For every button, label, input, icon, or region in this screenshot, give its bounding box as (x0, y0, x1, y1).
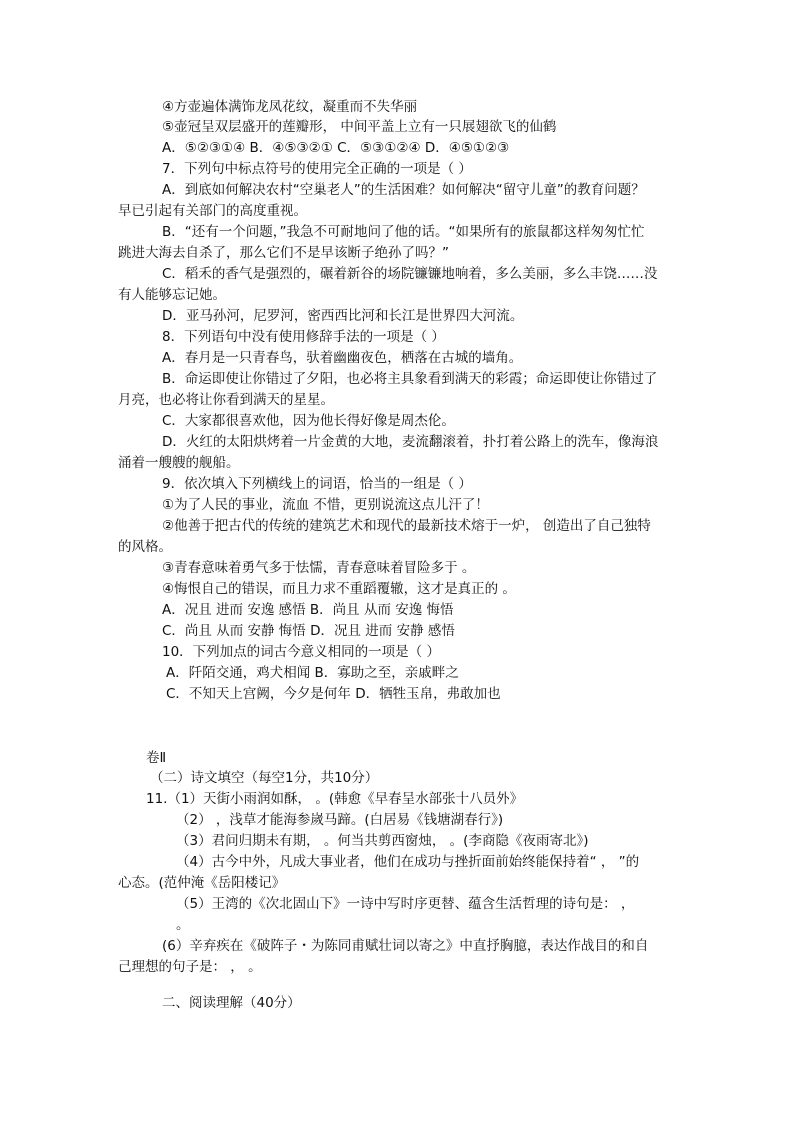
line-q7-b2: 跳进大海去自杀了，那么它们不是早该断子绝孙了吗？” (118, 245, 449, 261)
line-q9-stem: 9．依次填入下列横线上的词语，恰当的一组是（ ） (162, 476, 472, 492)
line-q11-4a: （4）古今中外，凡成大事业者，他们在成功与挫折面前始终能保持着“ ， ”的 (176, 854, 640, 870)
line-q9-ab: A．况且 进而 安逸 感悟 B．尚且 从而 安逸 悔悟 (162, 602, 454, 618)
line-q11-3: （3）君问归期未有期， 。何当共剪西窗烛， 。(李商隐《夜雨寄北》) (176, 833, 589, 849)
line-q8-d2: 涌着一艘艘的舰船。 (118, 455, 240, 471)
line-q9-4: ④悔恨自己的错误，而且力求不重蹈覆辙，这才是真正的 。 (162, 581, 516, 597)
line-item-5: ⑤壶冠呈双层盛开的莲瓣形， 中间平盖上立有一只展翅欲飞的仙鹤 (162, 119, 557, 135)
line-q7-b1: B．“还有一个问题，”我急不可耐地问了他的话。“如果所有的旅鼠都这样匆匆忙忙 (162, 224, 645, 240)
line-item-4: ④方壶遍体满饰龙凤花纹，凝重而不失华丽 (162, 99, 418, 115)
line-q11-5b: 。 (176, 917, 190, 933)
line-q8-d1: D．火红的太阳烘烤着一片金黄的大地，麦流翻滚着，扑打着公路上的洗车，像海浪 (162, 434, 659, 450)
line-q11-5a: （5）王湾的《次北固山下》一诗中写时序更替、蕴含生活哲理的诗句是： ， (176, 896, 635, 912)
line-q7-d: D．亚马孙河，尼罗河，密西西比河和长江是世界四大河流。 (162, 308, 524, 324)
line-q8-stem: 8．下列语句中没有使用修辞手法的一项是（ ） (162, 329, 445, 345)
line-q8-b2: 月亮，也必将让你看到满天的星星。 (118, 392, 334, 408)
line-q7-a2: 早已引起有关部门的高度重视。 (118, 203, 307, 219)
line-q8-c: C．大家都很喜欢他，因为他长得好像是周杰伦。 (162, 413, 455, 429)
line-q11-6a: (6）辛弃疾在《破阵子・为陈同甫赋壮词以寄之》中直抒胸臆，表达作战目的和自 (162, 938, 649, 954)
line-q9-1: ①为了人民的事业，流血 不惜，更别说流这点儿汗了！ (162, 497, 489, 513)
line-q6-options: A．⑤②③①④ B．④⑤③②① C．⑤③①②④ D．④⑤①②③ (162, 140, 510, 156)
line-q11-1: 11.（1）天街小雨润如酥， 。(韩愈《早春呈水部张十八员外》 (146, 791, 524, 807)
section-heading-poetry: （二）诗文填空（每空1分，共10分） (150, 770, 379, 786)
section-title-volume-2: 卷Ⅱ (146, 750, 167, 766)
line-q11-6b: 己理想的句子是： ， 。 (118, 959, 262, 975)
line-q9-2a: ②他善于把古代的传统的建筑艺术和现代的最新技术熔于一炉， 创造出了自己独特 (162, 518, 651, 534)
line-q8-a: A．春月是一只青春鸟，驮着幽幽夜色，栖落在古城的墙角。 (162, 350, 523, 366)
line-q8-b1: B．命运即使让你错过了夕阳，也必将主具象看到满天的彩霞；命运即使让你错过了 (162, 371, 658, 387)
line-q10-cd: C．不知天上宫阙，今夕是何年 D．牺牲玉帛，弗敢加也 (166, 686, 501, 702)
line-q7-c1: C．稻禾的香气是强烈的，碾着新谷的场院镰镰地响着，多么美丽，多么丰饶……没 (162, 266, 658, 282)
line-q9-cd: C．尚且 从而 安静 悔悟 D．况且 进而 安静 感悟 (162, 623, 455, 639)
line-q11-2: （2） ，浅草才能海参嵗马蹄。(白居易《钱塘湖春行》) (176, 812, 504, 828)
section-heading-reading: 二、阅读理解（40分） (162, 995, 301, 1011)
line-q10-ab: A．阡陌交通，鸡犬相闻 B．寡助之至，亲戚畔之 (166, 665, 459, 681)
line-q9-2b: 的风格。 (118, 539, 172, 555)
line-q11-4b: 心态。(范仲淹《岳阳楼记》 (118, 875, 286, 891)
line-q7-c2: 有人能够忘记她。 (118, 287, 226, 303)
line-q7-a1: A．到底如何解决农村“空巢老人”的生活困难？如何解决“留守儿童”的教育问题？ (162, 182, 645, 198)
line-q9-3: ③青春意味着勇气多于怯懦，青春意味着冒险多于 。 (162, 560, 476, 576)
line-q7-stem: 7．下列句中标点符号的使用完全正确的一项是（ ） (162, 161, 472, 177)
line-q10-stem: 10．下列加点的词古今意义相同的一项是（ ） (162, 644, 440, 660)
